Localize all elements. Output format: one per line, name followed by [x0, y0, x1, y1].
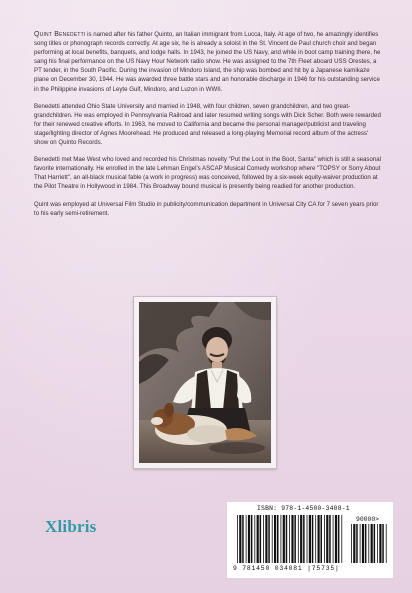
- barcode-bar: [324, 515, 325, 563]
- barcode-bar: [257, 515, 259, 563]
- barcode-bar: [272, 515, 273, 563]
- barcode-bar: [265, 515, 267, 563]
- barcode-bar: [362, 524, 364, 563]
- barcode-bar: [351, 524, 352, 563]
- barcode-bar: [386, 524, 387, 563]
- publisher-logo: Xlibris: [45, 517, 97, 536]
- barcode-bar: [303, 515, 305, 563]
- barcode-bar: [239, 515, 241, 563]
- barcode-bar: [374, 524, 376, 563]
- barcode-bar: [315, 515, 316, 563]
- barcode-bar: [379, 524, 381, 563]
- barcode-bar: [338, 515, 340, 563]
- author-photo: [139, 302, 271, 463]
- barcode-bar: [248, 515, 250, 563]
- barcode-bar: [281, 515, 282, 563]
- barcode-bar: [251, 515, 253, 563]
- barcode-bar: [289, 515, 290, 563]
- barcode-bar: [329, 515, 331, 563]
- barcode-bar: [365, 524, 367, 563]
- bio-paragraph-4: Quint was employed at Universal Film Studio in publicity/communication department in Universal City CA for 7 seven years prior to his early semi-retirement.: [34, 200, 379, 217]
- barcode-bar: [237, 515, 238, 563]
- barcode-bar: [277, 515, 279, 563]
- bio-paragraph-2: Benedetti attended Ohio State University and married in 1948, with four children, seven grandchildren, and two great-grandchildren. He was employed in Pennsylvania Railroad and later resumed writing songs with Dick Scher. Both were rewarded for their renewed creative efforts. In 1963, he moved to California and became the personal manager/publicist and traveling stage/lighting director of Agnes Moorehead. He produced and released a long-playing Memorial record album of the actress' show on Quinto Records.: [34, 102, 381, 147]
- isbn-number: ISBN: 978-1-4500-3408-1: [257, 505, 350, 512]
- barcode-digits: 9 781450 034081 |75735|: [233, 565, 340, 572]
- bio-paragraph-3: Benedetti met Mae West who loved and recorded his Christmas novelty "Put the Loot in the Boot, Santa" which is still a seasonal favorite internationally. He enrolled in the late Lehman Engel's ASCAP Musical Comedy workshop where "TOPSY or Sorry About That Harriett", an all-black musical fable (a work in progress) was conceived, followed by a six-week equity-waiver production at the Pilot Theatre in Hollywood in 1984. This Broadway bound musical is presently being readied for another production.: [34, 156, 382, 191]
- barcode-bar: [326, 515, 328, 563]
- barcode-bar: [283, 515, 285, 563]
- barcode-bar: [263, 515, 264, 563]
- barcode-bar: [286, 515, 288, 563]
- barcode-bar: [274, 515, 276, 563]
- barcode-addon-digits: 90000>: [356, 516, 380, 523]
- barcode-bar: [260, 515, 262, 563]
- barcode-bar: [268, 515, 270, 563]
- barcode-bar: [335, 515, 337, 563]
- author-photo-frame: [133, 296, 277, 469]
- barcode-bar: [377, 524, 378, 563]
- barcode-bar: [371, 524, 373, 563]
- barcode-bar: [300, 515, 302, 563]
- barcode-bar: [318, 515, 320, 563]
- bio-paragraph-1: [34, 30, 384, 94]
- isbn-barcode: [227, 502, 393, 578]
- barcode-bar: [356, 524, 358, 563]
- barcode-bar: [242, 515, 244, 563]
- barcode-bar: [353, 524, 355, 563]
- barcode-bar: [333, 515, 334, 563]
- barcode-bar: [360, 524, 361, 563]
- author-photo-illustration: [139, 302, 271, 463]
- barcode-bar: [298, 515, 299, 563]
- barcode-graphic: [231, 513, 389, 565]
- barcode-bar: [382, 524, 384, 563]
- author-name: Quint Benedetti: [34, 31, 86, 38]
- author-bio: [34, 30, 384, 226]
- barcode-bar: [307, 515, 308, 563]
- bio-paragraph-1-text: is named after his father Quinto, an Italian immigrant from Lucca, Italy. At age of two, he amazingly identifies song titles or phonograph records correctly. At age six, he is already a soloist in the St. Vincent de Paul church choir and began performing at local benefits, banquets, and lodge halls. In 1943, he joined the US Navy, and while in boot camp training there, he sang his final performance on the US Navy Hour Network radio show. He was assigned to the 7th Fleet aboard USS Orestes, a PT tender, in the South Pacific. During the invasion of Mindoro Island, the ship was bombed and hit by a Japanese kamikaze plane on December 30, 1944. He was awarded three battle stars and an honorable discharge in 1946 for his outstanding service in the Philippine invasions of Leyte Gulf, Mindoro, and Luzon in WWII.: [34, 31, 381, 93]
- barcode-bar: [341, 515, 342, 563]
- barcode-bar: [309, 515, 311, 563]
- barcode-bar: [368, 524, 369, 563]
- barcode-bar: [294, 515, 296, 563]
- barcode-bar: [321, 515, 323, 563]
- barcode-bar: [291, 515, 293, 563]
- barcode-bar: [254, 515, 255, 563]
- barcode-bar: [312, 515, 314, 563]
- barcode-bar: [246, 515, 247, 563]
